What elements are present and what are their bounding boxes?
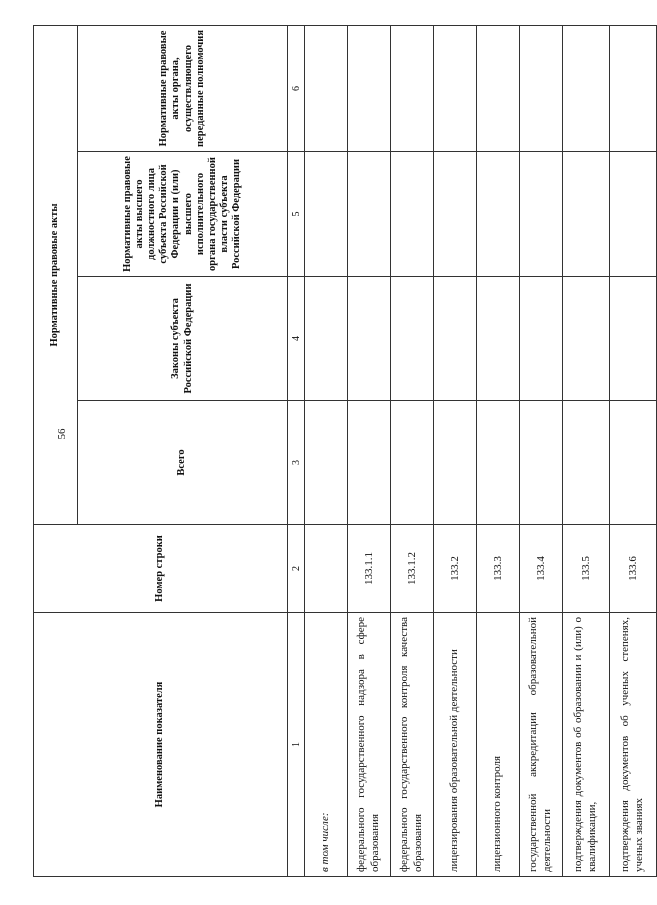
empty-cell bbox=[391, 277, 434, 401]
table-row bbox=[520, 25, 563, 876]
header-acts-authority: Нормативные правовые акты органа, осуществляющего переданные полномочия bbox=[78, 25, 288, 151]
header-row-number: Номер строки bbox=[34, 525, 288, 613]
empty-cell bbox=[305, 152, 348, 277]
row-name: лицензирования образовательной деятельности bbox=[434, 613, 477, 877]
row-name: лицензионного контроля bbox=[477, 613, 520, 877]
empty-cell bbox=[520, 401, 563, 525]
row-name: подтверждения документов об образовании и (или) о квалификации, bbox=[563, 613, 610, 877]
empty-cell bbox=[348, 25, 391, 151]
row-code: 133.3 bbox=[477, 525, 520, 613]
empty-cell bbox=[391, 401, 434, 525]
row-code: 133.1.2 bbox=[391, 525, 434, 613]
empty-cell bbox=[520, 277, 563, 401]
table-row bbox=[610, 25, 657, 876]
empty-cell bbox=[305, 25, 348, 151]
empty-cell bbox=[391, 152, 434, 277]
row-name: федерального государственного контроля качества образования bbox=[391, 613, 434, 877]
header-row-1 bbox=[34, 25, 78, 876]
row-code: 133.4 bbox=[520, 525, 563, 613]
table-row bbox=[434, 25, 477, 876]
row-code: 133.5 bbox=[563, 525, 610, 613]
row-code: 133.2 bbox=[434, 525, 477, 613]
empty-cell bbox=[477, 401, 520, 525]
header-total: Всего bbox=[78, 401, 288, 525]
column-number: 5 bbox=[288, 152, 305, 277]
table-row bbox=[563, 25, 610, 876]
column-number: 1 bbox=[288, 613, 305, 877]
empty-cell bbox=[434, 401, 477, 525]
column-number: 4 bbox=[288, 277, 305, 401]
header-normative-acts: Нормативные правовые акты bbox=[34, 25, 78, 524]
empty-cell bbox=[348, 401, 391, 525]
empty-cell bbox=[348, 277, 391, 401]
empty-cell bbox=[563, 152, 610, 277]
row-name: в том числе: bbox=[305, 613, 348, 877]
empty-cell bbox=[391, 25, 434, 151]
header-acts-official: Нормативные правовые акты высшего должностного лица субъекта Российской Федерации и (или) высшего исполнительного органа государственной власти субъекта Российской Федерации bbox=[78, 152, 288, 277]
table-row bbox=[477, 25, 520, 876]
empty-cell bbox=[434, 25, 477, 151]
header-indicator-name: Наименование показателя bbox=[34, 613, 288, 877]
empty-cell bbox=[305, 401, 348, 525]
empty-cell bbox=[563, 277, 610, 401]
empty-cell bbox=[434, 277, 477, 401]
column-number: 3 bbox=[288, 401, 305, 525]
empty-cell bbox=[610, 277, 657, 401]
empty-cell bbox=[563, 401, 610, 525]
empty-cell bbox=[477, 277, 520, 401]
empty-cell bbox=[520, 152, 563, 277]
empty-cell bbox=[610, 152, 657, 277]
row-code bbox=[305, 525, 348, 613]
report-table bbox=[33, 25, 657, 877]
column-number-row bbox=[288, 25, 305, 876]
empty-cell bbox=[563, 25, 610, 151]
empty-cell bbox=[348, 152, 391, 277]
row-code: 133.6 bbox=[610, 525, 657, 613]
empty-cell bbox=[305, 277, 348, 401]
header-laws: Законы субъекта Российской Федерации bbox=[78, 277, 288, 401]
page-number: 56 bbox=[56, 428, 68, 440]
empty-cell bbox=[610, 25, 657, 151]
row-name: подтверждения документов об ученых степенях, ученых званиях bbox=[610, 613, 657, 877]
table-row bbox=[348, 25, 391, 876]
empty-cell bbox=[434, 152, 477, 277]
table-row bbox=[305, 25, 348, 876]
empty-cell bbox=[477, 25, 520, 151]
row-code: 133.1.1 bbox=[348, 525, 391, 613]
table-row bbox=[391, 25, 434, 876]
column-number: 6 bbox=[288, 25, 305, 151]
empty-cell bbox=[520, 25, 563, 151]
empty-cell bbox=[610, 401, 657, 525]
row-name: государственной аккредитации образовательной деятельности bbox=[520, 613, 563, 877]
row-name: федерального государственного надзора в сфере образования bbox=[348, 613, 391, 877]
column-number: 2 bbox=[288, 525, 305, 613]
empty-cell bbox=[477, 152, 520, 277]
